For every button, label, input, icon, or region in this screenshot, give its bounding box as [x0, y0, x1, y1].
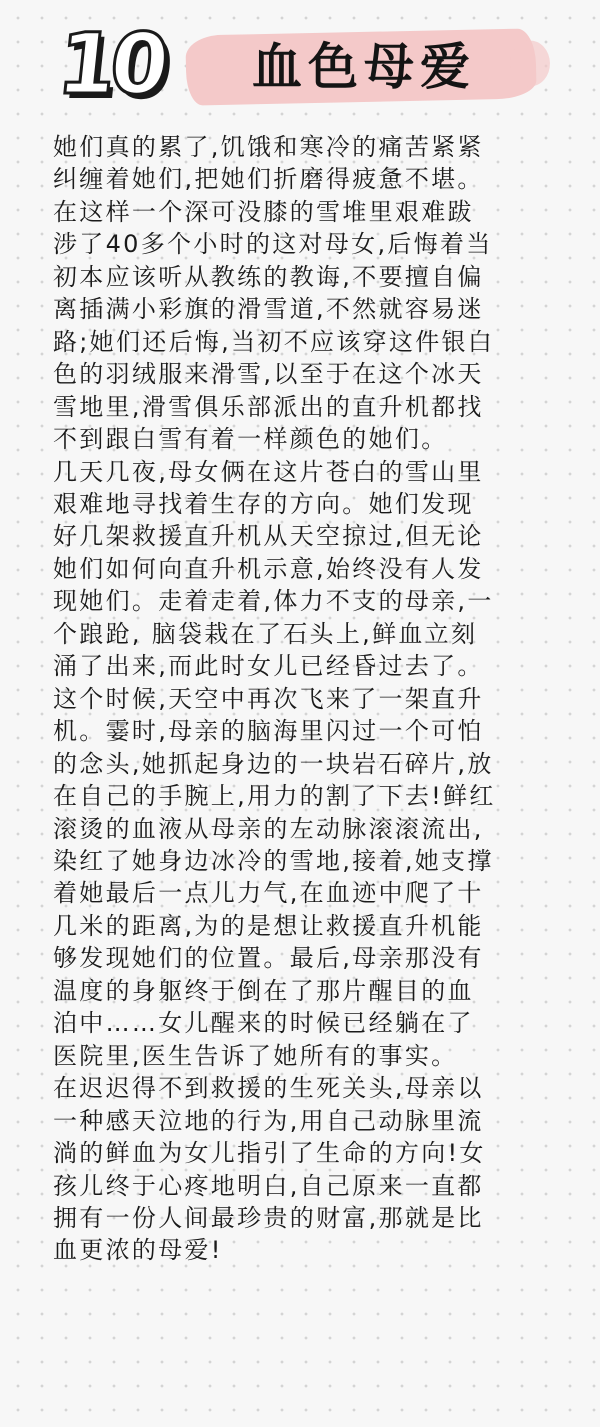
body-line: 涌了出来,而此时女儿已经昏过去了。	[53, 652, 484, 681]
body-line: 艰难地寻找着生存的方向。她们发现	[53, 489, 474, 518]
body-line: 几天几夜,母女俩在这片苍白的雪山里	[53, 457, 484, 486]
body-line: 雪地里,滑雪俱乐部派出的直升机都找	[53, 392, 484, 421]
chapter-number: 10	[52, 15, 169, 113]
body-line: 淌的鲜血为女儿指引了生命的方向!女	[53, 1139, 486, 1168]
body-line: 涉了40多个小时的这对母女,后悔着当	[53, 230, 493, 259]
body-line: 离插满小彩旗的滑雪道,不然就容易迷	[53, 295, 484, 324]
body-line: 现她们。走着走着,体力不支的母亲,一	[53, 587, 494, 616]
body-line: 滚烫的血液从母亲的左动脉滚滚流出,	[53, 814, 484, 843]
body-line: 几米的距离,为的是想让救援直升机能	[53, 911, 484, 940]
body-line: 在自己的手腕上,用力的割了下去!鲜红	[53, 782, 496, 811]
body-line: 拥有一份人间最珍贵的财富,那就是比	[53, 1203, 484, 1232]
chapter-header	[52, 14, 578, 114]
body-line: 她们真的累了,饥饿和寒冷的痛苦紧紧	[53, 133, 484, 161]
body-line: 泊中……女儿醒来的时候已经躺在了	[53, 1009, 474, 1038]
body-line: 好几架救援直升机从天空掠过,但无论	[53, 522, 484, 551]
body-line: 染红了她身边冰冷的雪地,接着,她支撑	[53, 846, 494, 875]
body-line: 血更浓的母爱!	[53, 1236, 223, 1265]
body-line: 路;她们还后悔,当初不应该穿这件银白	[53, 327, 495, 356]
body-line: 初本应该听从教练的教诲,不要擅自偏	[53, 262, 484, 291]
story-body	[53, 131, 553, 1267]
body-line: 着她最后一点儿力气,在血迹中爬了十	[53, 879, 484, 908]
body-line: 机。霎时,母亲的脑海里闪过一个可怕	[53, 717, 484, 746]
body-line: 个踉跄, 脑袋栽在了石头上,鲜血立刻	[53, 619, 478, 648]
body-line: 的念头,她抓起身边的一块岩石碎片,放	[53, 749, 494, 778]
body-line: 在这样一个深可没膝的雪堆里艰难跋	[53, 197, 474, 226]
chapter-title: 血色母爱	[252, 38, 476, 96]
body-line: 温度的身躯终于倒在了那片醒目的血	[53, 976, 474, 1005]
body-line: 色的羽绒服来滑雪,以至于在这个冰天	[53, 360, 484, 389]
body-line: 这个时候,天空中再次飞来了一架直升	[53, 684, 484, 713]
body-line: 纠缠着她们,把她们折磨得疲惫不堪。	[53, 165, 484, 194]
body-line: 不到跟白雪有着一样颜色的她们。	[53, 425, 448, 454]
body-line: 一种感天泣地的行为,用自己动脉里流	[53, 1106, 484, 1135]
body-line: 医院里,医生告诉了她所有的事实。	[53, 1041, 458, 1070]
body-line: 她们如何向直升机示意,始终没有人发	[53, 554, 484, 583]
body-line: 孩儿终于心疼地明白,自己原来一直都	[53, 1171, 484, 1200]
body-line: 够发现她们的位置。最后,母亲那没有	[53, 944, 484, 973]
body-line: 在迟迟得不到救援的生死关头,母亲以	[53, 1074, 484, 1103]
